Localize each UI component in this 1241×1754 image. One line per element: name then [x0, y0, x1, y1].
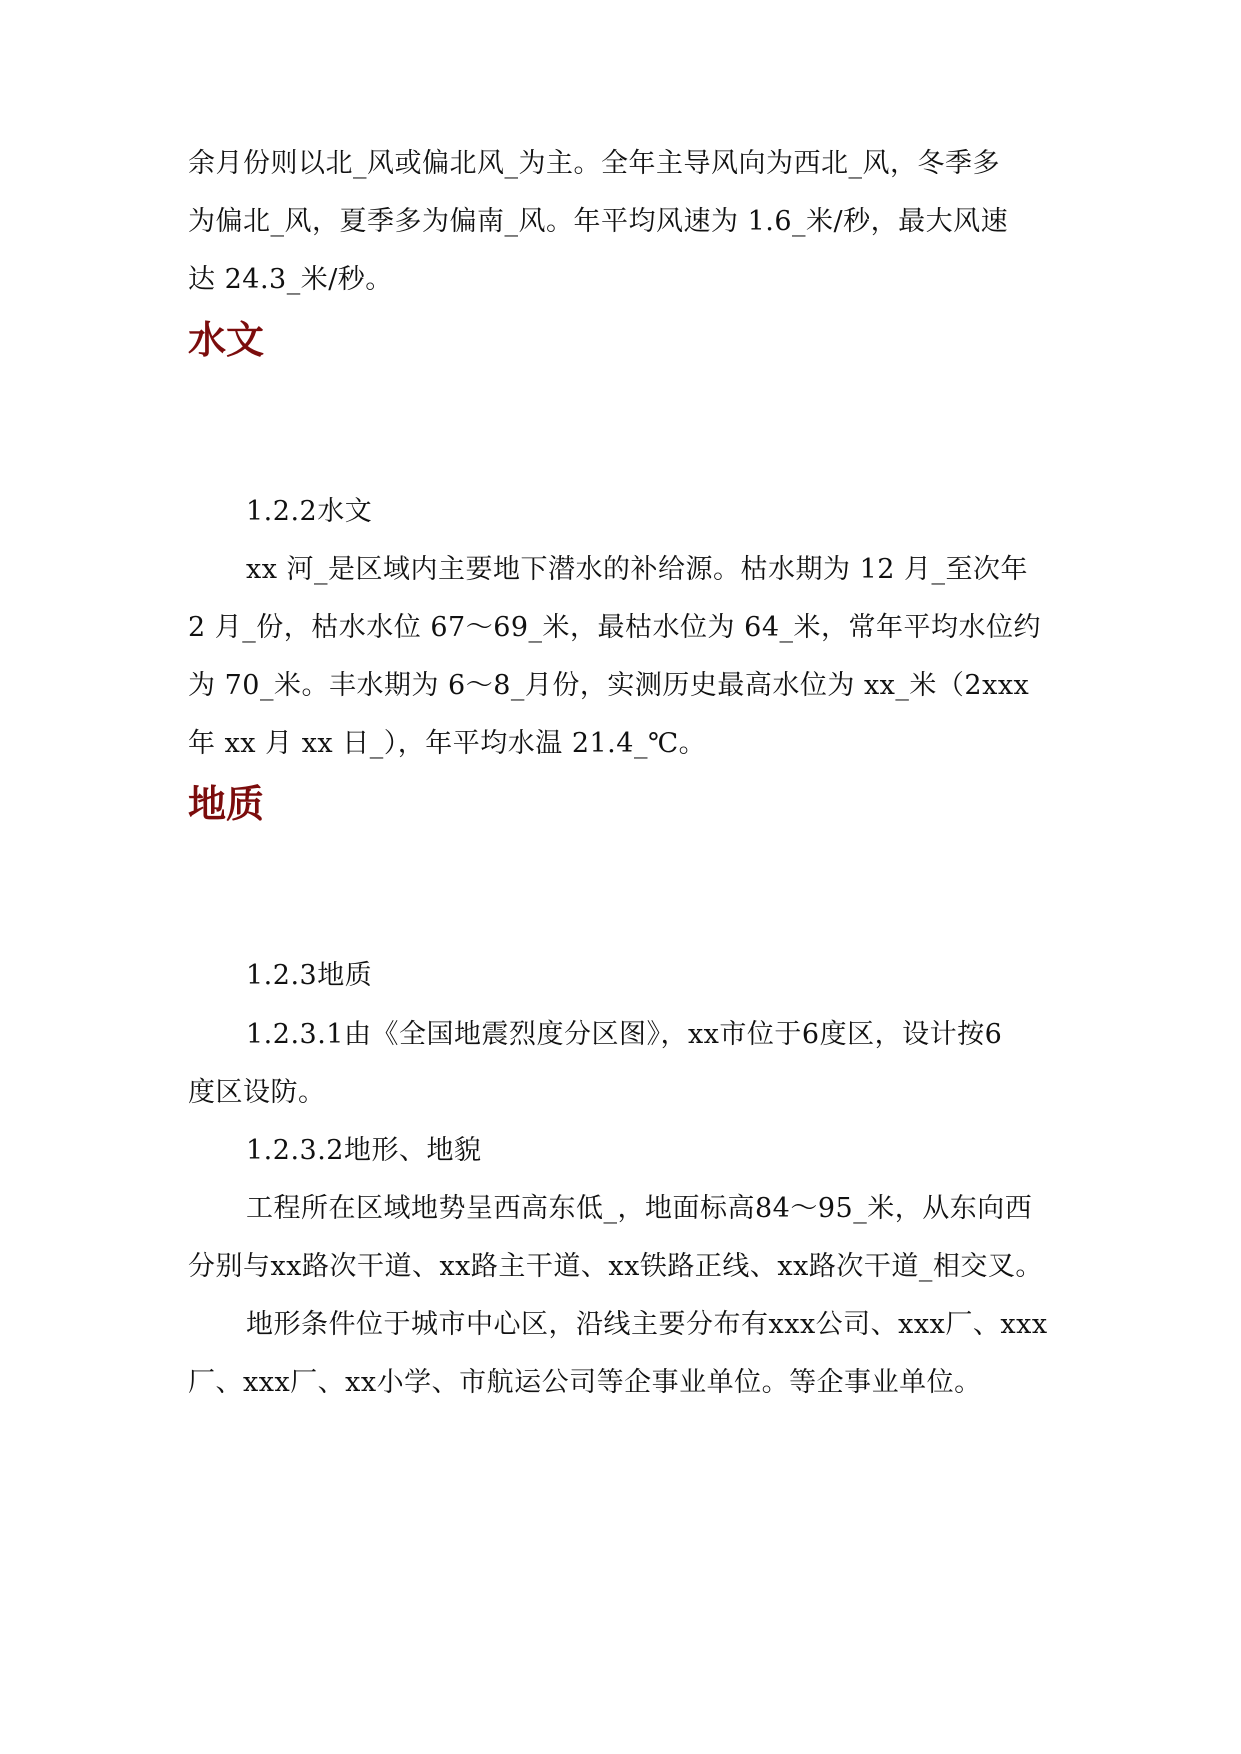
hydrology-line-4: 年 xx 月 xx 日_），年平均水温 21.4_℃。: [188, 728, 707, 759]
conditions-line-2: 厂、xxx厂、xx小学、市航运公司等企事业单位。等企事业单位。: [188, 1367, 982, 1398]
hydrology-subheading: 1.2.2水文: [246, 496, 373, 527]
geology-heading: 地质: [188, 782, 265, 826]
geology-item2-title: 1.2.3.2地形、地貌: [246, 1135, 482, 1166]
hydrology-line-2: 2 月_份，枯水水位 67～69_米，最枯水位为 64_米，常年平均水位约: [188, 612, 1041, 643]
climate-line-1: 余月份则以北_风或偏北风_为主。全年主导风向为西北_风，冬季多: [188, 148, 1000, 179]
climate-line-3: 达 24.3_米/秒。: [188, 264, 393, 295]
geology-subheading: 1.2.3地质: [246, 960, 373, 991]
hydrology-line-3: 为 70_米。丰水期为 6～8_月份，实测历史最高水位为 xx_米（2xxx: [188, 670, 1030, 701]
conditions-line-1: 地形条件位于城市中心区，沿线主要分布有xxx公司、xxx厂、xxx: [246, 1309, 1048, 1340]
terrain-line-2: 分别与xx路次干道、xx路主干道、xx铁路正线、xx路次干道_相交叉。: [188, 1251, 1043, 1282]
geology-item1-line-1: 1.2.3.1由《全国地震烈度分区图》，xx市位于6度区，设计按6: [246, 1019, 1003, 1050]
geology-item1-line-2: 度区设防。: [188, 1077, 326, 1108]
climate-line-2: 为偏北_风，夏季多为偏南_风。年平均风速为 1.6_米/秒，最大风速: [188, 206, 1009, 237]
hydrology-line-1: xx 河_是区域内主要地下潜水的补给源。枯水期为 12 月_至次年: [246, 554, 1029, 585]
hydrology-heading: 水文: [188, 318, 265, 362]
terrain-line-1: 工程所在区域地势呈西高东低_，地面标高84～95_米，从东向西: [246, 1193, 1033, 1224]
